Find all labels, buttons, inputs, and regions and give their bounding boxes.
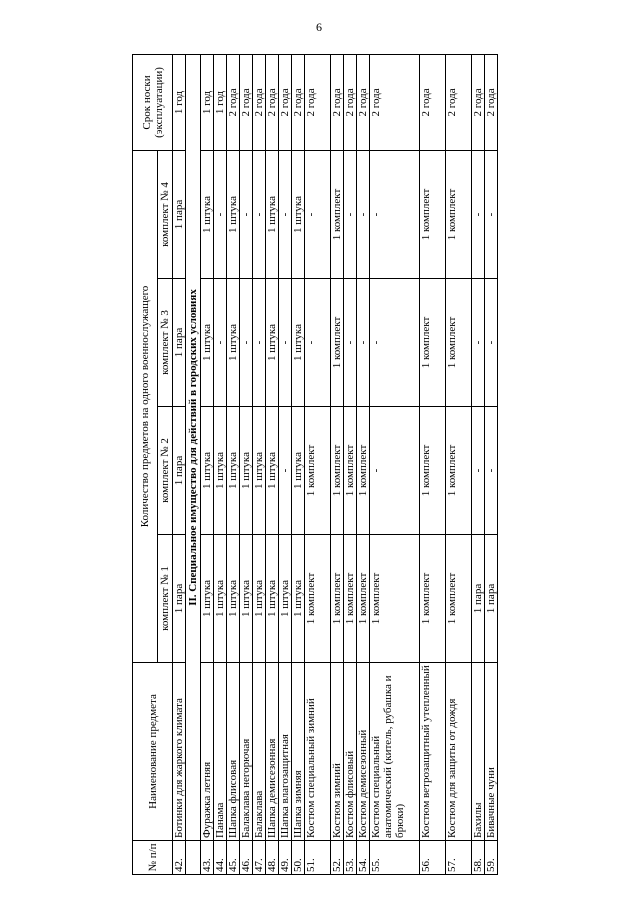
row-set-4: - xyxy=(472,150,485,278)
row-name: Костюм специальный анатомический (китель, рубашка и брюки) xyxy=(370,663,420,841)
row-num: 51. xyxy=(305,841,331,875)
row-set-3: - xyxy=(214,279,227,407)
row-set-3: - xyxy=(240,279,253,407)
row-set-1: 1 комплект xyxy=(305,535,331,663)
row-set-2: 1 штука xyxy=(227,407,240,535)
row-set-1: 1 комплект xyxy=(331,535,344,663)
row-term: 2 года xyxy=(485,54,498,150)
row-set-2: - xyxy=(485,407,498,535)
row-num: 49. xyxy=(279,841,292,875)
row-set-3: 1 штука xyxy=(266,279,279,407)
equipment-table xyxy=(132,54,498,875)
row-name: Фуражка летняя xyxy=(201,663,214,841)
table-row xyxy=(240,54,253,874)
row-name: Костюм зимний xyxy=(331,663,344,841)
row-num: 52. xyxy=(331,841,344,875)
row-name: Балаклава негорючая xyxy=(240,663,253,841)
row-set-4: - xyxy=(370,150,420,278)
row-name: Бивачные чуни xyxy=(485,663,498,841)
header-set-1: комплект № 1 xyxy=(158,535,173,663)
row-set-2: 1 комплект xyxy=(420,407,446,535)
row-set-1: 1 штука xyxy=(292,535,305,663)
row-set-4: 1 пара xyxy=(173,150,186,278)
row-set-3: - xyxy=(485,279,498,407)
row-set-3: - xyxy=(472,279,485,407)
row-set-4: - xyxy=(279,150,292,278)
row-name: Шапка флисовая xyxy=(227,663,240,841)
row-num: 43. xyxy=(201,841,214,875)
row-term: 1 год xyxy=(201,54,214,150)
row-set-3: 1 комплект xyxy=(420,279,446,407)
row-term: 2 года xyxy=(357,54,370,150)
row-set-4: - xyxy=(485,150,498,278)
row-set-2: 1 комплект xyxy=(305,407,331,535)
row-name: Бахилы xyxy=(472,663,485,841)
row-set-4: - xyxy=(305,150,331,278)
table-row xyxy=(292,54,305,874)
row-set-2: 1 штука xyxy=(240,407,253,535)
row-term: 2 года xyxy=(240,54,253,150)
table-row xyxy=(370,54,420,874)
row-set-2: 1 штука xyxy=(266,407,279,535)
equipment-table-rotated xyxy=(132,55,572,875)
row-term: 2 года xyxy=(331,54,344,150)
row-set-4: - xyxy=(240,150,253,278)
row-set-3: 1 штука xyxy=(227,279,240,407)
row-set-3: - xyxy=(370,279,420,407)
row-set-1: 1 штука xyxy=(201,535,214,663)
row-name: Костюм специальный зимний xyxy=(305,663,331,841)
row-set-4: 1 штука xyxy=(292,150,305,278)
row-num: 59. xyxy=(485,841,498,875)
row-name: Костюм для защиты от дождя xyxy=(446,663,472,841)
row-set-1: 1 комплект xyxy=(357,535,370,663)
row-set-4: - xyxy=(357,150,370,278)
row-num: 47. xyxy=(253,841,266,875)
row-set-3: - xyxy=(305,279,331,407)
row-set-4: 1 комплект xyxy=(446,150,472,278)
row-name: Шапка зимняя xyxy=(292,663,305,841)
row-term: 2 года xyxy=(279,54,292,150)
row-name: Балаклава xyxy=(253,663,266,841)
table-row xyxy=(173,54,186,874)
table-row xyxy=(214,54,227,874)
row-set-1: 1 комплект xyxy=(446,535,472,663)
row-set-1: 1 штука xyxy=(214,535,227,663)
row-num: 45. xyxy=(227,841,240,875)
table-row xyxy=(357,54,370,874)
header-num: № п/п xyxy=(133,841,173,875)
row-term: 2 года xyxy=(472,54,485,150)
table-row xyxy=(472,54,485,874)
row-num: 58. xyxy=(472,841,485,875)
row-set-2: 1 пара xyxy=(173,407,186,535)
row-num: 42. xyxy=(173,841,186,875)
table-row xyxy=(279,54,292,874)
table-row xyxy=(266,54,279,874)
row-set-4: 1 штука xyxy=(266,150,279,278)
row-set-1: 1 штука xyxy=(227,535,240,663)
row-set-1: 1 комплект xyxy=(420,535,446,663)
row-set-2: 1 штука xyxy=(253,407,266,535)
row-name: Ботинки для жаркого климата xyxy=(173,663,186,841)
row-term: 2 года xyxy=(253,54,266,150)
row-num: 55. xyxy=(370,841,420,875)
row-set-1: 1 штука xyxy=(240,535,253,663)
row-name: Панама xyxy=(214,663,227,841)
row-set-2: - xyxy=(279,407,292,535)
table-row xyxy=(344,54,357,874)
row-set-4: - xyxy=(214,150,227,278)
row-set-1: 1 пара xyxy=(472,535,485,663)
row-name: Шапка влагозащитная xyxy=(279,663,292,841)
table-row xyxy=(227,54,240,874)
section-title: II. Специальное имущество для действий в городских условиях xyxy=(186,54,201,840)
row-term: 2 года xyxy=(266,54,279,150)
row-set-3: - xyxy=(344,279,357,407)
section-row xyxy=(186,54,201,874)
row-set-1: 1 штука xyxy=(279,535,292,663)
header-set-3: комплект № 3 xyxy=(158,279,173,407)
row-name: Костюм флисовый xyxy=(344,663,357,841)
row-set-4: 1 комплект xyxy=(331,150,344,278)
row-set-2: 1 комплект xyxy=(446,407,472,535)
table-row xyxy=(420,54,446,874)
row-num: 44. xyxy=(214,841,227,875)
row-set-1: 1 комплект xyxy=(344,535,357,663)
row-set-4: 1 штука xyxy=(201,150,214,278)
row-set-2: - xyxy=(370,407,420,535)
row-set-2: 1 комплект xyxy=(357,407,370,535)
row-term: 2 года xyxy=(370,54,420,150)
row-num: 54. xyxy=(357,841,370,875)
row-set-2: 1 штука xyxy=(214,407,227,535)
row-term: 2 года xyxy=(420,54,446,150)
row-set-1: 1 штука xyxy=(266,535,279,663)
row-term: 2 года xyxy=(292,54,305,150)
row-name: Костюм демисезонный xyxy=(357,663,370,841)
row-set-2: 1 комплект xyxy=(344,407,357,535)
row-num: 56. xyxy=(420,841,446,875)
row-set-1: 1 штука xyxy=(253,535,266,663)
row-num: 50. xyxy=(292,841,305,875)
row-set-4: 1 штука xyxy=(227,150,240,278)
header-set-4: комплект № 4 xyxy=(158,150,173,278)
header-term: Срок носки (эксплуатации) xyxy=(133,54,173,150)
table-row xyxy=(305,54,331,874)
row-set-3: 1 комплект xyxy=(446,279,472,407)
table-row xyxy=(331,54,344,874)
row-num: 48. xyxy=(266,841,279,875)
row-set-2: 1 штука xyxy=(201,407,214,535)
row-name: Шапка демисезонная xyxy=(266,663,279,841)
row-term: 2 года xyxy=(227,54,240,150)
row-term: 1 год xyxy=(214,54,227,150)
row-set-1: 1 пара xyxy=(485,535,498,663)
row-set-3: - xyxy=(253,279,266,407)
table-row xyxy=(446,54,472,874)
row-set-2: 1 комплект xyxy=(331,407,344,535)
row-num: 57. xyxy=(446,841,472,875)
row-set-3: 1 пара xyxy=(173,279,186,407)
row-num: 53. xyxy=(344,841,357,875)
row-num: 46. xyxy=(240,841,253,875)
row-set-3: - xyxy=(279,279,292,407)
row-term: 2 года xyxy=(344,54,357,150)
row-set-1: 1 комплект xyxy=(370,535,420,663)
row-set-4: - xyxy=(253,150,266,278)
table-row xyxy=(485,54,498,874)
table-body xyxy=(173,54,498,874)
row-term: 1 год xyxy=(173,54,186,150)
row-term: 2 года xyxy=(305,54,331,150)
row-set-3: 1 штука xyxy=(292,279,305,407)
row-set-3: 1 комплект xyxy=(331,279,344,407)
row-set-1: 1 пара xyxy=(173,535,186,663)
row-set-2: 1 штука xyxy=(292,407,305,535)
row-set-3: - xyxy=(357,279,370,407)
header-name: Наименование предмета xyxy=(133,663,173,841)
table-row xyxy=(253,54,266,874)
row-term: 2 года xyxy=(446,54,472,150)
header-set-2: комплект № 2 xyxy=(158,407,173,535)
row-set-3: 1 штука xyxy=(201,279,214,407)
row-set-2: - xyxy=(472,407,485,535)
page-number: 6 xyxy=(316,20,322,34)
section-num-cell xyxy=(186,841,201,875)
row-set-4: - xyxy=(344,150,357,278)
header-quantity: Количество предметов на одного военнослужащего xyxy=(133,150,158,662)
row-name: Костюм ветрозащитный утепленный xyxy=(420,663,446,841)
table-row xyxy=(201,54,214,874)
row-set-4: 1 комплект xyxy=(420,150,446,278)
